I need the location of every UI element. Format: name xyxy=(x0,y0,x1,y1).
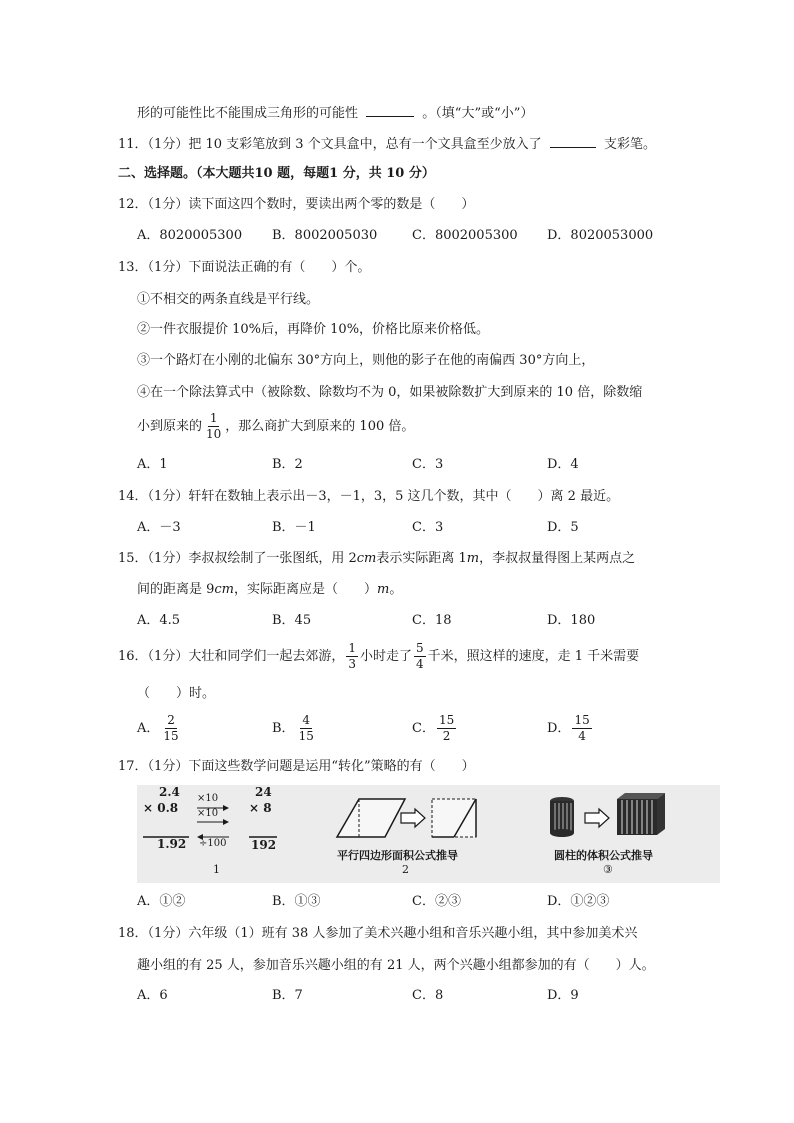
q16-option-a[interactable] xyxy=(137,712,183,746)
option-fraction xyxy=(161,713,180,744)
q12-option-d[interactable]: D．8020053000 xyxy=(547,228,654,243)
q17-stem: 17．（1分）下面这些数学问题是运用“转化”策略的有（ ） xyxy=(118,759,475,774)
q13-statement-4a: ④在一个除法算式中（被除数、除数均不为 0，如果被除数扩大到原来的 10 倍，除数缩 xyxy=(137,385,643,400)
option-fraction xyxy=(437,713,456,744)
q18-stem-line1: 18．（1分）六年级（1）班有 38 人参加了美术兴趣小组和音乐兴趣小组，其中参加美术兴 xyxy=(118,926,638,941)
q11-unit: 支彩笔。 xyxy=(603,137,656,152)
q13-statement-4b xyxy=(137,410,414,444)
q13-option-d[interactable]: D．4 xyxy=(547,457,579,472)
fraction-numerator: 15 xyxy=(438,713,455,727)
q15-l1-pre: 15．（1分）李叔叔绘制了一张图纸，用 2 xyxy=(118,551,357,566)
q15-unit-m: m xyxy=(466,551,480,566)
q10-answer-blank[interactable] xyxy=(366,102,414,117)
q15-option-c[interactable]: C．18 xyxy=(412,613,452,628)
q14-option-c[interactable]: C．3 xyxy=(412,520,444,535)
q14-option-a[interactable]: A．－3 xyxy=(137,520,181,535)
q17-option-a[interactable]: A．①② xyxy=(137,894,186,909)
q18-option-a[interactable]: A．6 xyxy=(137,988,168,1003)
q16-fraction-distance xyxy=(414,641,426,672)
q16-stem-line1 xyxy=(118,640,639,674)
q16-fraction-time xyxy=(346,641,358,672)
fraction-one-tenth xyxy=(204,411,223,442)
fig2-caption-text: 平行四边形面积公式推导 xyxy=(337,849,458,862)
q15-l2-post: 。 xyxy=(389,582,403,597)
section-title: 二、选择题。（本大题共10 题，每题1 分，共 10 分） xyxy=(118,166,435,181)
q15-unit-cm: cm xyxy=(356,551,377,566)
q13-option-b[interactable]: B．2 xyxy=(272,457,303,472)
q12-option-a[interactable]: A．8020005300 xyxy=(137,228,243,243)
q13-statement-1: ①不相交的两条直线是平行线。 xyxy=(137,292,320,307)
q16-option-c[interactable] xyxy=(412,712,458,746)
q11 xyxy=(118,133,656,155)
fig1-op-1: ×10 xyxy=(197,793,219,804)
fraction-numerator: 5 xyxy=(415,641,424,655)
fraction-denominator: 15 xyxy=(163,729,179,743)
fig1-op-3: ÷100 xyxy=(199,838,227,849)
q18-option-b[interactable]: B．7 xyxy=(272,988,303,1003)
fraction-denominator: 4 xyxy=(415,657,424,671)
q16-stem-line2: （ ）时。 xyxy=(137,686,216,701)
option-label: B． xyxy=(272,721,295,736)
q17-option-c[interactable]: C．②③ xyxy=(412,894,461,909)
q10-hint: 。（填“大”或“小”） xyxy=(422,106,534,121)
fraction-numerator: 4 xyxy=(302,713,311,727)
option-label: D． xyxy=(547,721,571,736)
fig1-num-c: 1.92 xyxy=(157,837,187,851)
q13-s4b-post: ，那么商扩大到原来的 100 倍。 xyxy=(225,419,415,434)
fig1-caption: 1 xyxy=(213,863,220,876)
option-label: A． xyxy=(137,721,160,736)
q17-option-b[interactable]: B．①③ xyxy=(272,894,321,909)
q13-option-c[interactable]: C．3 xyxy=(412,457,444,472)
q18-option-c[interactable]: C．8 xyxy=(412,988,444,1003)
q15-stem-line1 xyxy=(118,549,635,569)
q15-unit-m-2: m xyxy=(377,582,390,597)
q18-option-d[interactable]: D．9 xyxy=(547,988,579,1003)
q12-option-c[interactable]: C．8002005300 xyxy=(412,228,518,243)
q12-stem: 12．（1分）读下面这四个数时，要读出两个零的数是（ ） xyxy=(118,197,475,212)
fraction-numerator: 1 xyxy=(348,641,356,655)
fraction-denominator: 15 xyxy=(298,729,314,743)
fig1-num-f: 192 xyxy=(251,838,277,852)
fig2-caption-num: 2 xyxy=(402,863,409,876)
q18-stem-line2: 趣小组的有 25 人，参加音乐兴趣小组的有 21 人，两个兴趣小组都参加的有（ ）人。 xyxy=(137,958,655,973)
option-fraction xyxy=(297,713,316,744)
option-label: C． xyxy=(412,721,435,736)
fraction-denominator: 3 xyxy=(348,657,356,671)
fraction-numerator: 15 xyxy=(574,713,590,727)
q17-figure-strip xyxy=(137,785,720,883)
q15-unit-cm-2: cm xyxy=(214,582,235,597)
q15-l1-post: ，李叔叔量得图上某两点之 xyxy=(479,551,636,566)
q10-continuation xyxy=(137,102,533,124)
q17-figure-graphics xyxy=(137,785,720,883)
q15-l2-pre: 间的距离是 9 xyxy=(137,582,215,597)
q13-s4b-pre: 小到原来的 xyxy=(137,419,203,434)
q13-stem: 13．（1分）下面说法正确的有（ ）个。 xyxy=(118,260,371,275)
fraction-denominator: 2 xyxy=(442,729,451,743)
q16-mid: 小时走了 xyxy=(359,649,412,664)
q14-option-d[interactable]: D．5 xyxy=(547,520,579,535)
q13-statement-3: ③一个路灯在小刚的北偏东 30°方向上，则他的影子在他的南偏西 30°方向上， xyxy=(137,353,595,368)
fig1-num-b: × 0.8 xyxy=(143,801,179,815)
fraction-denominator: 4 xyxy=(578,729,586,743)
q16-pre: 16．（1分）大壮和同学们一起去郊游， xyxy=(118,649,345,664)
fraction-numerator: 1 xyxy=(209,411,218,425)
q15-stem-line2 xyxy=(137,580,402,600)
fig3-caption-text: 圆柱的体积公式推导 xyxy=(554,849,653,862)
q16-option-b[interactable] xyxy=(272,712,318,746)
q10-text: 形的可能性比不能围成三角形的可能性 xyxy=(137,106,359,121)
q13-statement-2: ②一件衣服提价 10%后，再降价 10%，价格比原来价格低。 xyxy=(137,322,490,337)
fraction-denominator: 10 xyxy=(206,427,222,441)
fig3-caption-num: ③ xyxy=(603,863,613,876)
fig1-op-2: ×10 xyxy=(197,808,219,819)
q15-option-d[interactable]: D．180 xyxy=(547,613,596,628)
q12-option-b[interactable]: B．8002005030 xyxy=(272,228,378,243)
fig1-num-e: × 8 xyxy=(249,801,272,815)
q17-option-d[interactable]: D．①②③ xyxy=(547,894,610,909)
q14-option-b[interactable]: B．－1 xyxy=(272,520,316,535)
q15-l1-mid: 表示实际距离 1 xyxy=(376,551,467,566)
q16-post: 千米，照这样的速度，走 1 千米需要 xyxy=(427,649,640,664)
q15-option-a[interactable]: A．4.5 xyxy=(137,613,181,628)
q15-option-b[interactable]: B．45 xyxy=(272,613,312,628)
q11-answer-blank[interactable] xyxy=(550,133,596,148)
q13-option-a[interactable]: A．1 xyxy=(137,457,168,472)
q11-text: 11．（1分）把 10 支彩笔放到 3 个文具盒中，总有一个文具盒至少放入了 xyxy=(118,137,542,152)
q15-l2-mid: ，实际距离应是（ ） xyxy=(234,582,378,597)
fig1-num-d: 24 xyxy=(255,785,272,799)
option-fraction xyxy=(572,713,591,744)
q16-option-d[interactable] xyxy=(547,712,594,746)
q14-stem: 14．（1分）轩轩在数轴上表示出－3，－1，3，5 这几个数，其中（ ）离 2 最近。 xyxy=(118,489,620,504)
fraction-numerator: 2 xyxy=(167,713,175,727)
fig1-num-a: 2.4 xyxy=(159,785,180,799)
